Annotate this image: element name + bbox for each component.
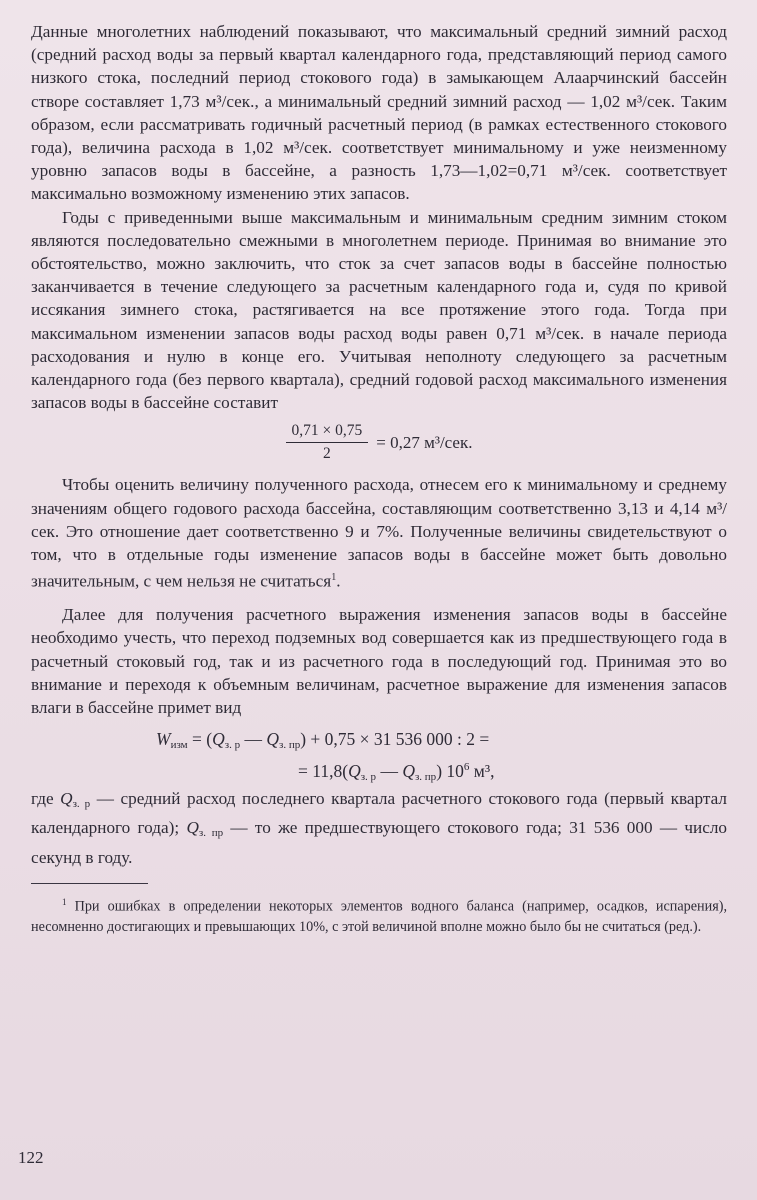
formula-q-symbol: Q [348,761,361,782]
formula-text: = 11,8( [298,761,349,782]
formula-w-subscript: изм [170,739,188,752]
formula-q-symbol: Q [212,729,225,750]
formula-exponent: 6 [463,761,470,774]
formula-text: ) 10 [436,761,464,782]
footnote-text: При ошибках в определении некоторых элементов водного баланса (например, осадков, испарения), несомненно достигающих и превышающих 10%, с этой величиной вполне можно было бы не считаться (ред.). [31,898,728,936]
paragraph-2: Годы с приведенными выше максимальным и минимальным средним зимним стоком являются последовательно смежными в многолетнем периоде. Принимая во внимание это обстоятельство, можно заключить, что сток за счет запасов воды в бассейне полностью заканчивается в течение следующего за расчетным календарного года и, судя по кривой иссякания зимнего стока, растягивается на все протяжение этого года. Тогда при максимальном изменении запасов воды расход воды равен 0,71 м³/сек. в начале периода расходования и нулю в конце его. Учитывая неполноту следующего за расчетным календарного года (без первого квартала), средний годовой расход максимального изменения запасов воды в бассейне составит [31,207,727,413]
formula-minus: — [240,729,267,750]
paragraph-5 [31,787,727,869]
formula-q-symbol: Q [402,761,415,782]
paragraph-4: Далее для получения расчетного выражения изменения запасов воды в бассейне необходимо учесть, что переход подземных вод совершается как из предшествующего года в расчетный стоковый год, так и из расчетного года в последующий год. Принимая это во внимание и переходя к объемным величинам, расчетное выражение для изменения запасов влаги в бассейне примет вид [31,605,727,718]
formula-minus: — [376,761,403,782]
paragraph-3-text: Чтобы оценить величину полученного расхода, отнесем его к минимальному и среднему значениям общего годового расхода бассейна, составляющим соответственно 3,13 и 4,14 м³/сек. Это отношение дает соответственно 9 и 7%. Полученные величины свидетельствуют о том, что в отдельные годы изменение запасов воды в бассейне может быть довольно значительным, с чем нельзя не считаться [31,475,727,591]
fraction-numerator: 0,71 × 0,75 [286,422,369,443]
formula-q-symbol: Q [266,729,279,750]
footnote-mark: 1 [62,896,67,907]
paragraph-1: Данные многолетних наблюдений показывают, что максимальный средний зимний расход (средний расход воды за первый квартал календарного года, представляющий период самого низкого стока, последний период стокового года) в замыкающем Алаарчинский бассейн створе составляет 1,73 м³/сек., а минимальный средний зимний расход — 1,02 м³/сек. Таким образом, если рассматривать годичный расчетный период (в рамках естественного стокового года), величина расхода в 1,02 м³/сек. соответствует минимальному и уже неизменному уровню запасов воды в бассейне, а разность 1,73—1,02=0,71 м³/сек. соответствует максимально возможному изменению этих запасов. [31,22,727,204]
footnote [31,892,727,938]
footnote-reference: 1 [331,572,337,584]
fraction-denominator: 2 [323,445,331,463]
formula-q-subscript: з. р [224,739,241,752]
paragraph-5-text: — средний расход последнего квартала расчетного стокового года (первый квартал календарного года); [31,789,727,838]
formula-text: ) + 0,75 × 31 536 000 : 2 = [300,729,490,750]
formula-text: м³, [469,761,495,782]
formula-average-discharge [31,422,727,463]
paragraph-5-text: где [31,789,61,809]
fraction [286,422,369,463]
footnote-divider [31,883,148,884]
q-symbol: Q [186,818,199,838]
formula-q-subscript: з. р [360,771,377,784]
formula-w-symbol: W [156,729,171,750]
formula-storage-change [31,725,727,784]
formula-line-1 [31,725,727,753]
formula-result: = 0,27 м³/сек. [376,432,473,452]
q-symbol: Q [60,789,73,809]
q-subscript: з. р [72,798,91,811]
paragraph-3: Чтобы оценить величину полученного расхода, отнесем его к минимальному и среднему значениям общего годового расхода бассейна, составляющим соответственно 3,13 и 4,14 м³/сек. Это отношение дает соответственно 9 и 7%. Полученные величины свидетельствуют о том, что в отдельные годы изменение запасов воды в бассейне может быть довольно значительным, с чем нельзя не считаться$^1$. [31,475,727,591]
paragraph-5-text: — то же предшествующего стокового года; 31 536 000 — число секунд в году. [31,818,728,867]
formula-text: = ( [187,729,213,750]
formula-q-subscript: з. пр [414,771,437,784]
q-subscript: з. пр [198,827,224,840]
formula-line-2 [31,753,727,784]
page-number: 122 [18,1148,44,1167]
formula-q-subscript: з. пр [278,739,301,752]
